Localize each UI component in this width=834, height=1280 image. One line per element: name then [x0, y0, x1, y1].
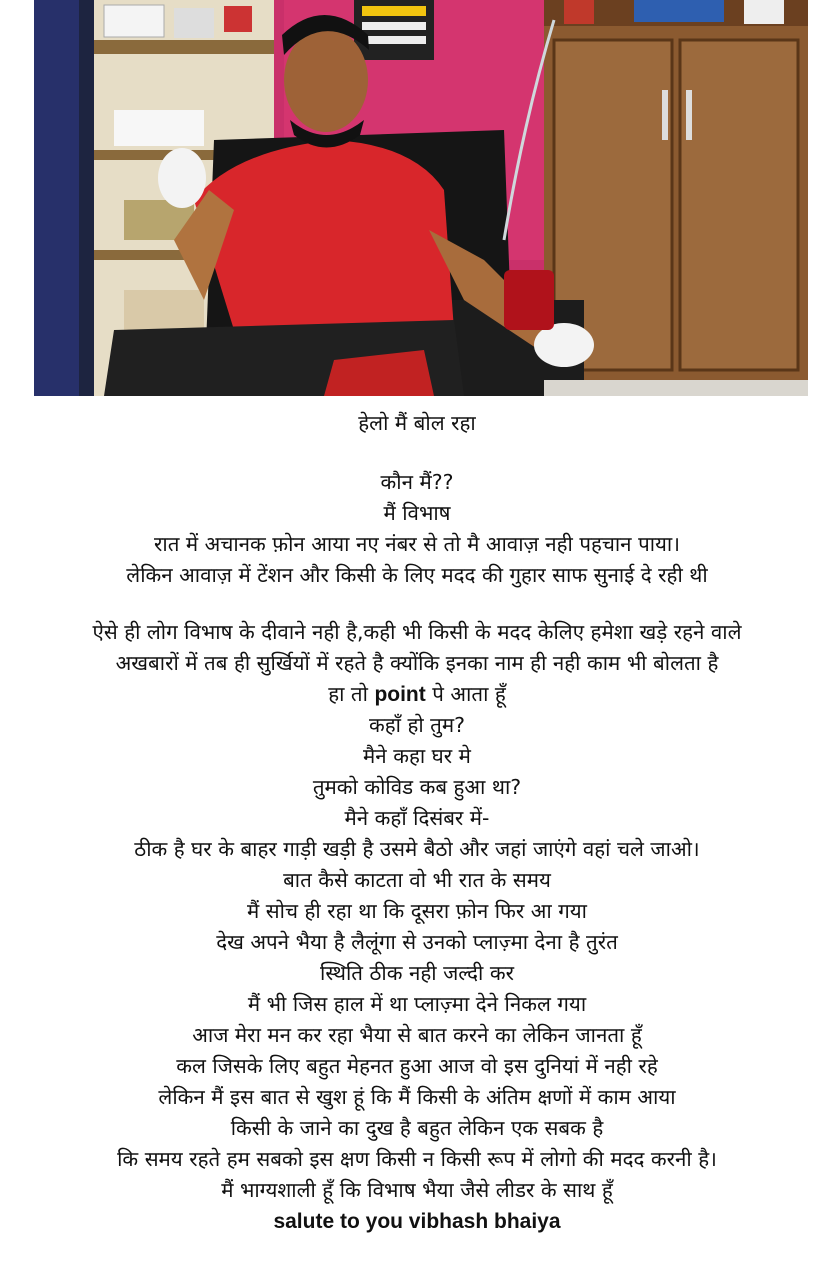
blood-donation-photo — [34, 0, 808, 396]
poem-line: मैने कहाँ दिसंबर में- — [344, 806, 490, 830]
poem-line: लेकिन आवाज़ में टेंशन और किसी के लिए मदद की गुहार साफ सुनाई दे रही थी — [126, 563, 708, 587]
poem-line: कहाँ हो तुम? — [369, 713, 465, 737]
poem-line: मैने कहा घर मे — [363, 744, 471, 768]
poem-line: ठीक है घर के बाहर गाड़ी खड़ी है उसमे बैठो और जहां जाएंगे वहां चले जाओ। — [134, 837, 700, 861]
point-line — [0, 679, 834, 710]
poem-line: तुमको कोविड कब हुआ था? — [312, 775, 522, 799]
poem-line: लेकिन मैं इस बात से खुश हूं कि मैं किसी के अंतिम क्षणों में काम आया — [158, 1085, 676, 1109]
poem-line: मैं भाग्यशाली हूँ कि विभाष भैया जैसे लीडर के साथ हूँ — [221, 1178, 613, 1202]
poem-line: कि समय रहते हम सबको इस क्षण किसी न किसी रूप में लोगो की मदद करनी है। — [117, 1147, 717, 1171]
poem-line: स्थिति ठीक नही जल्दी कर — [320, 961, 514, 985]
poem-line: मैं सोच ही रहा था कि दूसरा फ़ोन फिर आ गया — [247, 899, 587, 923]
closing-line: salute to you vibhash bhaiya — [273, 1210, 561, 1233]
poem-line: कल जिसके लिए बहुत मेहनत हुआ आज वो इस दुनियां में नही रहे — [176, 1054, 658, 1078]
poem-line: मैं विभाष — [383, 501, 451, 525]
poem-line: देख अपने भैया है लैलूंगा से उनको प्लाज़्मा देना है तुरंत — [216, 930, 618, 954]
point-line-after: पे आता हूँ — [425, 682, 506, 706]
poem-line: ऐसे ही लोग विभाष के दीवाने नही है,कही भी किसी के मदद केलिए हमेशा खड़े रहने वाले — [92, 620, 742, 644]
poem-line: बात कैसे काटता वो भी रात के समय — [283, 868, 551, 892]
poem-line: हेलो मैं बोल रहा — [358, 411, 476, 435]
poem-line: रात में अचानक फ़ोन आया नए नंबर से तो मै आवाज़ नही पहचान पाया। — [154, 532, 680, 556]
point-line-before: हा तो — [328, 682, 375, 706]
poem-line: मैं भी जिस हाल में था प्लाज़्मा देने निकल गया — [247, 992, 587, 1016]
photo-image — [34, 0, 808, 396]
poem-line: आज मेरा मन कर रहा भैया से बात करने का लेकिन जानता हूँ — [192, 1023, 642, 1047]
poem-line: कौन मैं?? — [380, 470, 454, 494]
poem-line: अखबारों में तब ही सुर्खियों में रहते है क्योंकि इनका नाम ही नही काम भी बोलता है — [115, 651, 719, 675]
poem-line: किसी के जाने का दुख है बहुत लेकिन एक सबक है — [230, 1116, 604, 1140]
poem-text — [0, 408, 834, 1237]
point-line-bold: point — [374, 683, 426, 706]
